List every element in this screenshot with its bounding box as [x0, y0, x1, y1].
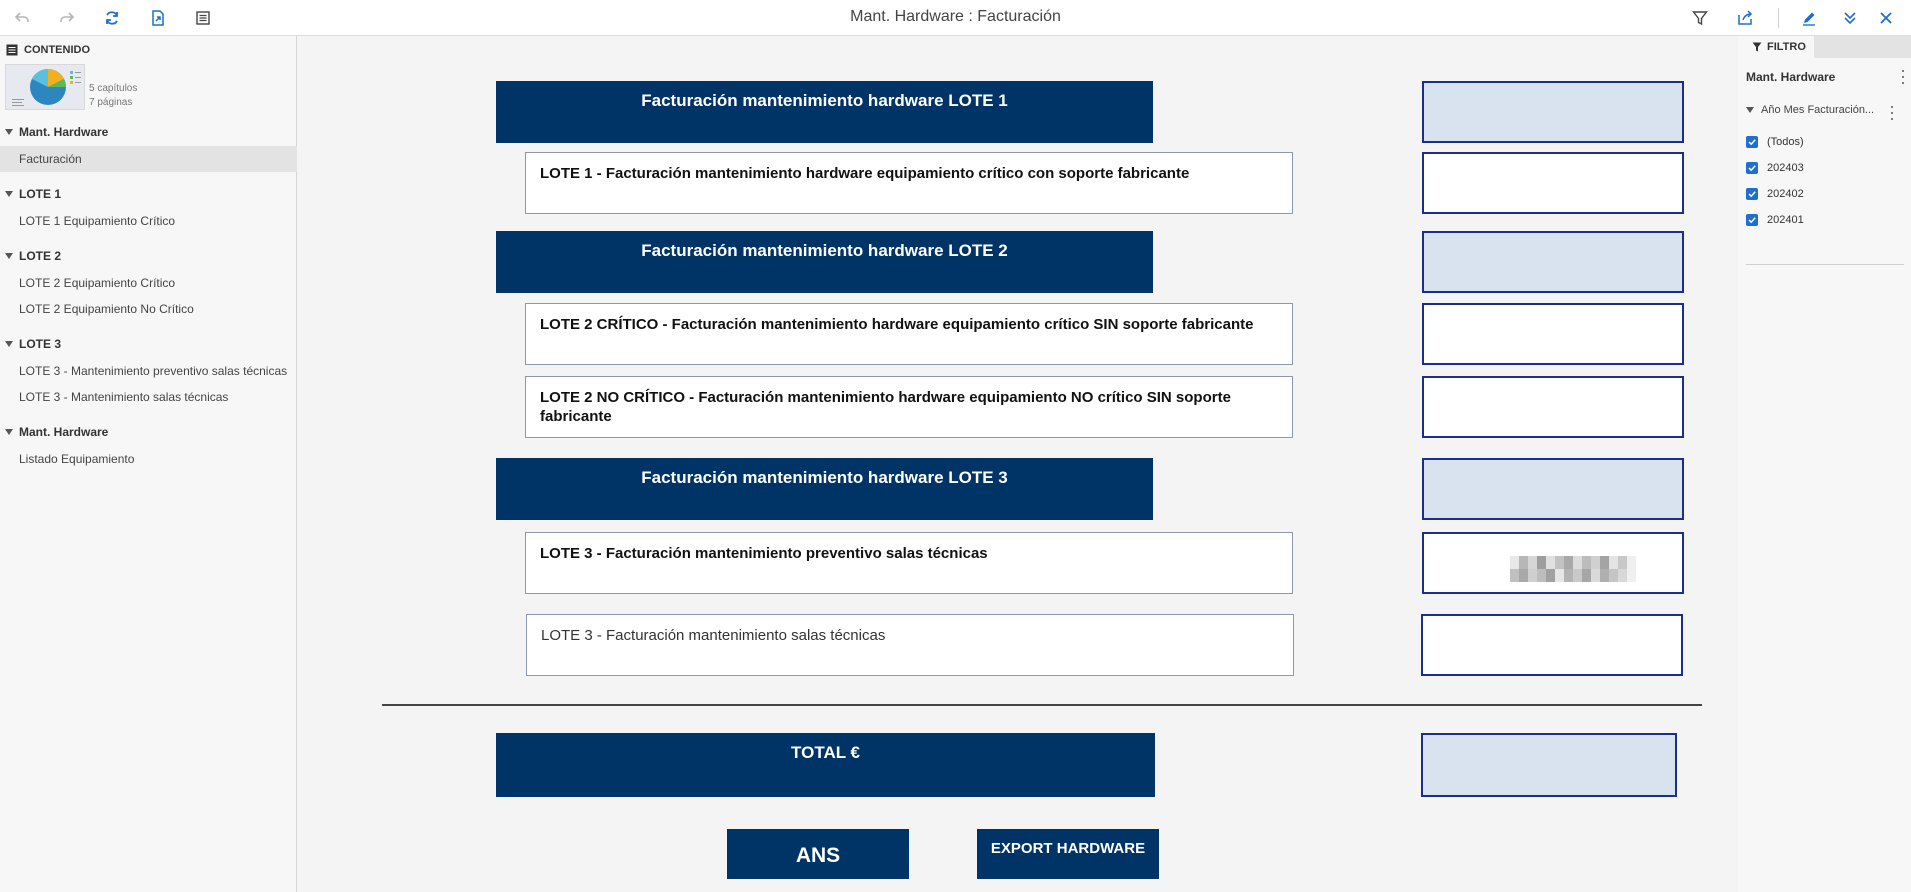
checkbox-checked-icon[interactable]: [1746, 214, 1758, 226]
lote3-preventivo-row: LOTE 3 - Facturación mantenimiento preventivo salas técnicas: [525, 532, 1293, 594]
table-of-contents-icon[interactable]: [191, 6, 215, 30]
collapse-triangle-icon: [5, 429, 13, 435]
lote3-salas-row: LOTE 3 - Facturación mantenimiento salas técnicas: [526, 614, 1294, 676]
sidebar-item-facturacion[interactable]: Facturación: [0, 146, 297, 172]
lote2-header: Facturación mantenimiento hardware LOTE 2: [496, 231, 1153, 293]
redo-icon[interactable]: [55, 6, 79, 30]
lote2-no-critico-value: [1422, 376, 1684, 438]
filter-group-title: Mant. Hardware: [1746, 70, 1836, 84]
filter-option-202402[interactable]: [1746, 186, 1804, 202]
filter-option-label: (Todos): [1767, 136, 1804, 148]
lote3-salas-value: [1421, 614, 1683, 676]
report-meta: [89, 82, 137, 110]
filter-icon[interactable]: [1688, 6, 1712, 30]
section-mant-hardware[interactable]: [0, 122, 297, 142]
collapse-triangle-icon: [5, 129, 13, 135]
checkbox-checked-icon[interactable]: [1746, 136, 1758, 148]
sidebar-item-lote2-no-critico[interactable]: LOTE 2 Equipamiento No Crítico: [19, 302, 194, 316]
filter-panel: [1738, 36, 1911, 892]
filter-tab-label: FILTRO: [1767, 41, 1806, 53]
expand-down-icon[interactable]: [1838, 6, 1862, 30]
lote2-critico-value: [1422, 303, 1684, 365]
document-title: Mant. Hardware : Facturación: [850, 8, 1061, 25]
section-title: Mant. Hardware: [19, 125, 109, 139]
filter-group-menu-icon[interactable]: [1898, 70, 1908, 84]
filter-tab-icon: [1752, 42, 1762, 52]
filter-option-202401[interactable]: [1746, 212, 1804, 228]
section-title: Mant. Hardware: [19, 425, 109, 439]
lote2-no-critico-row: LOTE 2 NO CRÍTICO - Facturación mantenimiento hardware equipamiento NO crítico SIN soporte fabricante: [525, 376, 1293, 438]
toolbar-separator: [1778, 8, 1779, 28]
share-icon[interactable]: [1733, 6, 1757, 30]
total-value: [1421, 733, 1677, 797]
filter-tab-strip: [1814, 36, 1911, 58]
section-lote-3[interactable]: [0, 334, 297, 354]
report-thumbnail[interactable]: [5, 64, 85, 110]
sidebar-item-lote3-salas[interactable]: LOTE 3 - Mantenimiento salas técnicas: [19, 390, 229, 404]
lote1-critico-row: LOTE 1 - Facturación mantenimiento hardware equipamiento crítico con soporte fabricante: [525, 152, 1293, 214]
filter-option-label: 202401: [1767, 214, 1804, 226]
section-title: LOTE 1: [19, 187, 62, 201]
checkbox-checked-icon[interactable]: [1746, 188, 1758, 200]
contents-list-icon: [6, 44, 18, 56]
export-hardware-button[interactable]: EXPORT HARDWARE: [977, 829, 1159, 879]
lote1-critico-value: [1422, 152, 1684, 214]
lote2-critico-row: LOTE 2 CRÍTICO - Facturación mantenimiento hardware equipamiento crítico SIN soporte fabricante: [525, 303, 1293, 365]
edit-icon[interactable]: [1797, 6, 1821, 30]
contents-header-label: CONTENIDO: [24, 44, 90, 56]
section-lote-1[interactable]: [0, 184, 297, 204]
sidebar-item-lote2-critico[interactable]: LOTE 2 Equipamiento Crítico: [19, 276, 176, 290]
filter-field-menu-icon[interactable]: [1887, 106, 1897, 120]
refresh-icon[interactable]: [100, 6, 124, 30]
total-divider: [382, 704, 1702, 706]
section-lote-2[interactable]: [0, 246, 297, 266]
total-label: TOTAL €: [496, 733, 1155, 797]
export-page-icon[interactable]: [146, 6, 170, 30]
filter-field-header[interactable]: [1746, 104, 1874, 116]
lote1-header: Facturación mantenimiento hardware LOTE 1: [496, 81, 1153, 143]
collapse-triangle-icon: [5, 253, 13, 259]
collapse-triangle-icon: [5, 191, 13, 197]
filter-field-label: Año Mes Facturación...: [1761, 104, 1875, 116]
filter-option-todos[interactable]: [1746, 134, 1804, 150]
section-title: LOTE 3: [19, 337, 62, 351]
section-title: LOTE 2: [19, 249, 62, 263]
page-count: 7 páginas: [89, 97, 133, 108]
report-canvas: [297, 36, 1738, 892]
close-icon[interactable]: [1874, 6, 1898, 30]
filter-option-label: 202403: [1767, 162, 1804, 174]
sidebar-item-listado-equipamiento[interactable]: Listado Equipamiento: [19, 452, 135, 466]
chapter-count: 5 capítulos: [89, 83, 138, 94]
collapse-triangle-icon: [5, 341, 13, 347]
ans-button[interactable]: ANS: [727, 829, 909, 879]
lote2-header-value: [1422, 231, 1684, 293]
top-toolbar: [0, 0, 1911, 36]
filter-divider: [1746, 264, 1904, 265]
lote3-header: Facturación mantenimiento hardware LOTE 3: [496, 458, 1153, 520]
undo-icon[interactable]: [10, 6, 34, 30]
lote1-header-value: [1422, 81, 1684, 143]
sidebar-item-lote3-preventivo[interactable]: LOTE 3 - Mantenimiento preventivo salas técnicas: [19, 364, 288, 378]
contents-header: [6, 42, 90, 58]
collapse-triangle-icon: [1746, 107, 1754, 113]
lote3-preventivo-value: [1422, 532, 1684, 594]
checkbox-checked-icon[interactable]: [1746, 162, 1758, 174]
redacted-value: [1510, 556, 1636, 582]
contents-sidebar: [0, 36, 297, 892]
lote3-header-value: [1422, 458, 1684, 520]
filter-option-202403[interactable]: [1746, 160, 1804, 176]
filter-tab[interactable]: [1744, 36, 1814, 58]
section-mant-hardware-2[interactable]: [0, 422, 297, 442]
sidebar-item-lote1-critico[interactable]: LOTE 1 Equipamiento Crítico: [19, 214, 176, 228]
filter-option-label: 202402: [1767, 188, 1804, 200]
